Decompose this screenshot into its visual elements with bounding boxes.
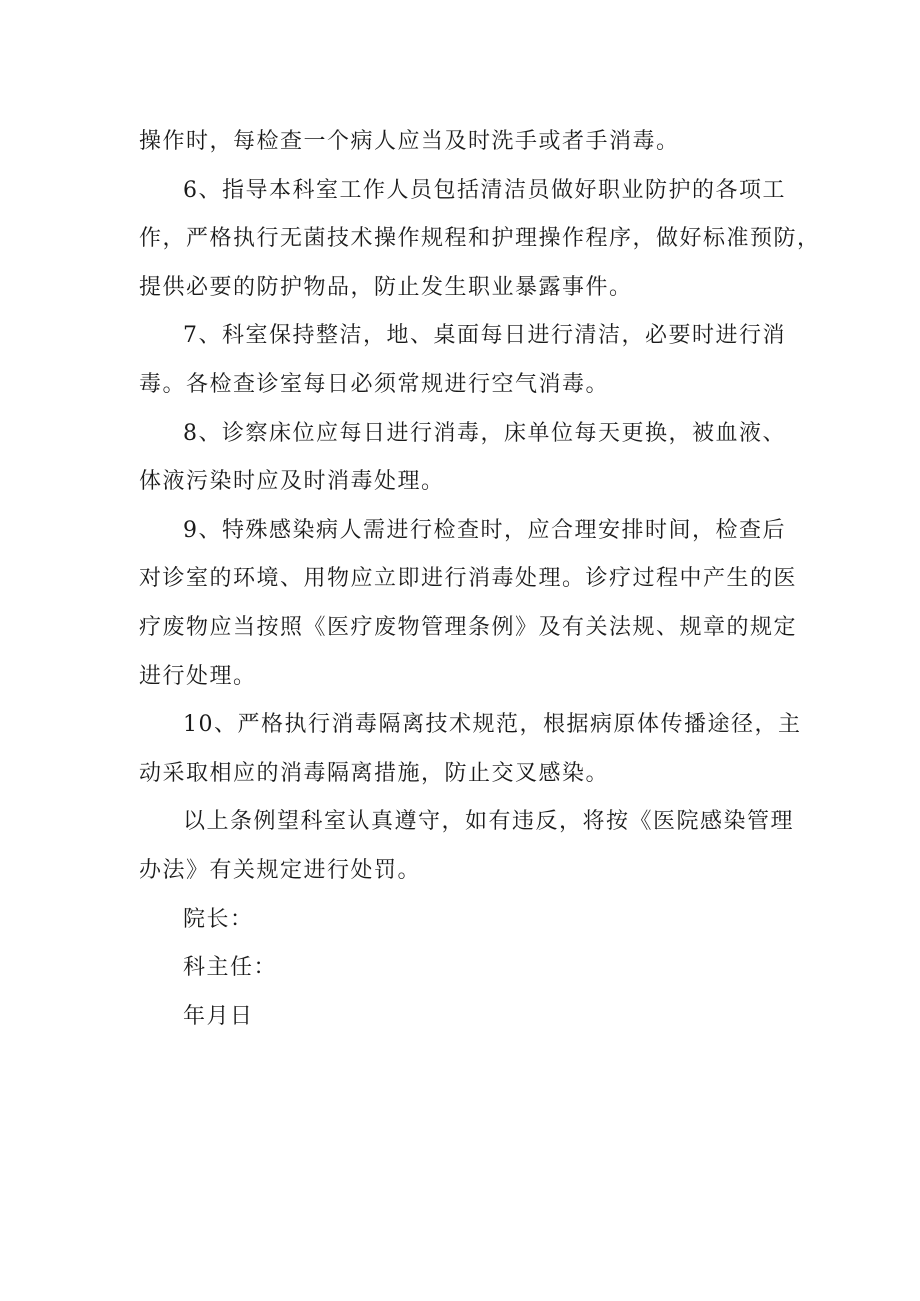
paragraph-5-continuation: [139, 118, 784, 167]
text-line: 体液污染时应及时消毒处理。: [139, 469, 445, 495]
text-line: 进行处理。: [139, 663, 257, 689]
text-line: 7、科室保持整洁，地、桌面每日进行清洁，必要时进行消: [183, 323, 786, 349]
text-line: 6、指导本科室工作人员包括清洁员做好职业防护的各项工: [183, 177, 786, 203]
text-line: 10、严格执行消毒隔离技术规范，根据病原体传播途径，主: [183, 712, 802, 738]
text-line: 9、特殊感染病人需进行检查时，应合理安排时间，检查后: [183, 517, 786, 543]
text-line: 动采取相应的消毒隔离措施，防止交叉感染。: [139, 760, 610, 786]
text-line: 疗废物应当按照《医疗废物管理条例》及有关法规、规章的规定: [139, 614, 798, 640]
text-line: 作，严格执行无菌技术操作规程和护理操作程序，做好标准预防，: [139, 226, 821, 252]
text-line: 操作时，每检查一个病人应当及时洗手或者手消毒。: [139, 129, 680, 154]
signature-director: 科主任：: [183, 955, 278, 981]
signature-president: 院长：: [183, 906, 254, 932]
text-line: 以上条例望科室认真遵守，如有违反，将按《医院感染管理: [183, 809, 795, 835]
document-body: [139, 118, 821, 1041]
paragraph-item-6: [139, 167, 821, 313]
paragraph-item-10: [139, 701, 802, 798]
text-line: 办法》有关规定进行处罚。: [139, 857, 422, 883]
text-line: 毒。各检查诊室每日必须常规进行空气消毒。: [139, 371, 610, 397]
signature-date: 年月日: [183, 1003, 254, 1029]
paragraph-item-9: [139, 507, 798, 701]
paragraph-item-8: [139, 410, 784, 507]
text-line: 对诊室的环境、用物应立即进行消毒处理。诊疗过程中产生的医: [139, 566, 798, 592]
closing-paragraph: [139, 798, 795, 895]
text-line: 提供必要的防护物品，防止发生职业暴露事件。: [139, 274, 633, 300]
paragraph-item-7: [139, 312, 784, 409]
text-line: 8、诊察床位应每日进行消毒，床单位每天更换，被血液、: [183, 420, 786, 446]
